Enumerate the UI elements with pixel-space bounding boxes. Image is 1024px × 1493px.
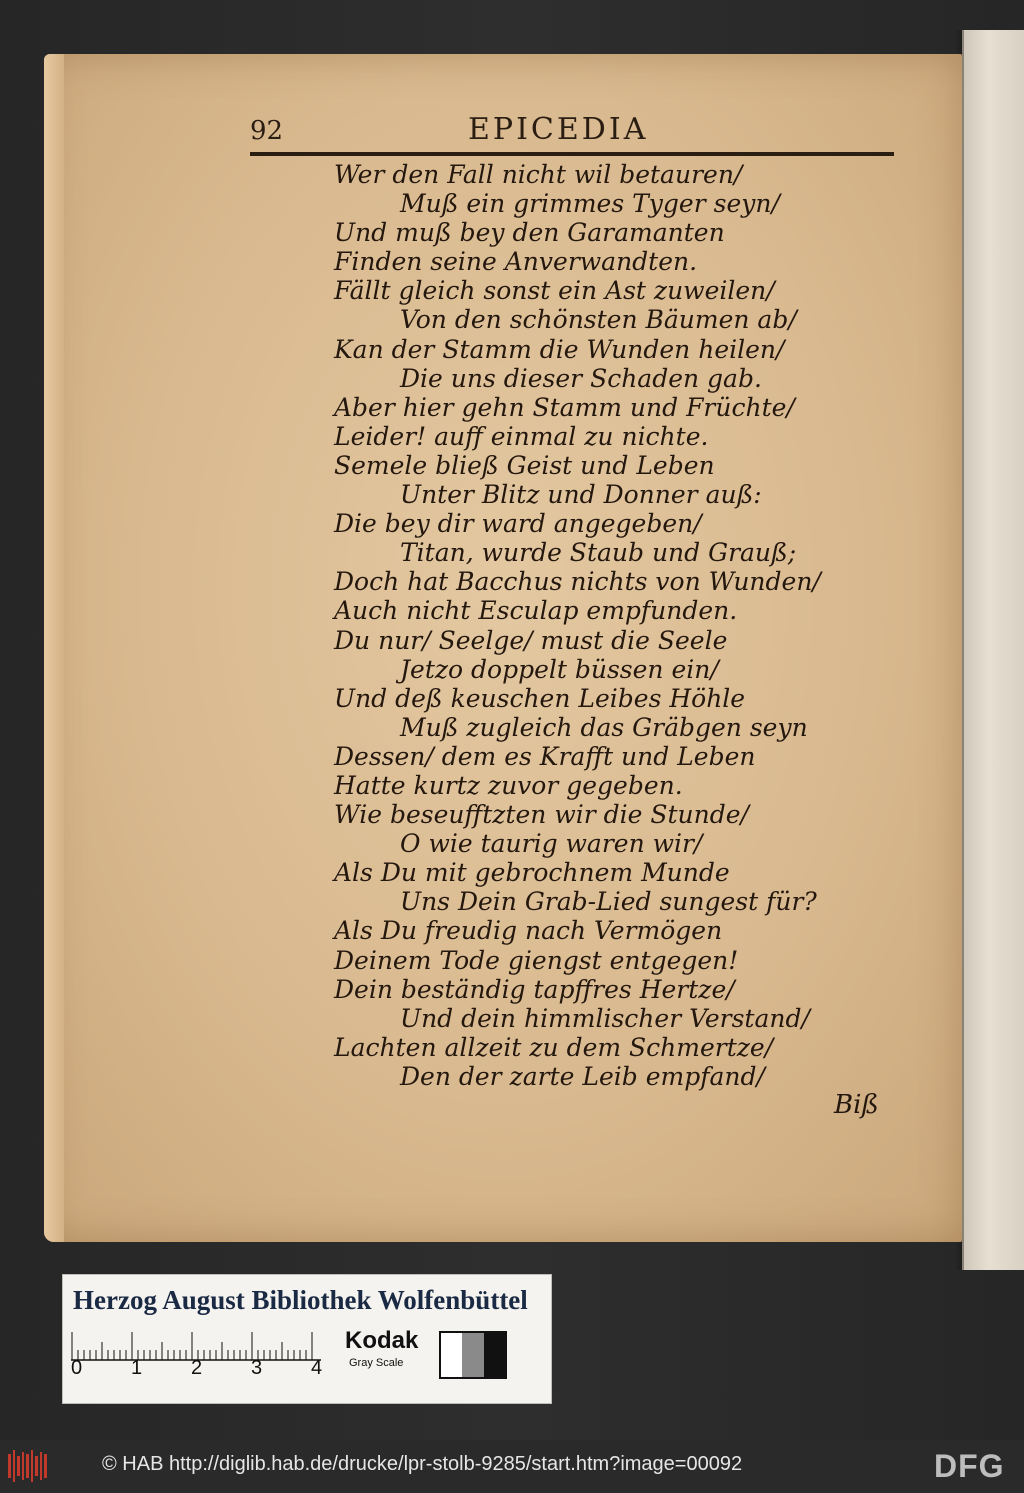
poem-line: Wie beseufftzten wir die Stunde/ (334, 800, 749, 830)
copyright-url: © HAB http://diglib.hab.de/drucke/lpr-stolb-9285/start.htm?image=00092 (102, 1453, 743, 1475)
ruler-digit: 0 (71, 1357, 83, 1379)
poem-line: Uns Dein Grab-Lied sungest für? (400, 887, 817, 917)
facing-page-edge (962, 30, 1024, 1270)
poem-line: Auch nicht Esculap empfunden. (334, 596, 738, 626)
poem-line: Finden seine Anverwandten. (334, 247, 698, 277)
poem-line: Jetzo doppelt büssen ein/ (400, 654, 719, 684)
gray-swatch (484, 1333, 505, 1377)
poem-line: Hatte kurtz zuvor gegeben. (334, 770, 683, 800)
poem-line: Den der zarte Leib empfand/ (400, 1061, 765, 1091)
poem-line: Muß ein grimmes Tyger seyn/ (400, 189, 780, 219)
poem-line: Dessen/ dem es Krafft und Leben (334, 741, 756, 771)
ruler-digit: 3 (251, 1357, 263, 1379)
page-header (250, 112, 894, 156)
running-head: EPICEDIA (468, 112, 649, 147)
catchword: Biß (834, 1090, 879, 1120)
poem-line: Und deß keuschen Leibes Höhle (334, 683, 746, 713)
header-rule (250, 152, 894, 156)
kodak-logo-text: Kodak (345, 1327, 419, 1354)
poem-line: Semele bließ Geist und Leben (334, 450, 715, 480)
poem-line: Die bey dir ward angegeben/ (334, 509, 702, 539)
gray-swatches (439, 1331, 507, 1379)
ruler-digit: 1 (131, 1357, 143, 1379)
poem-line: Lachten allzeit zu dem Schmertze/ (334, 1032, 774, 1062)
poem-line: Aber hier gehn Stamm und Früchte/ (334, 392, 795, 422)
poem-line: Wer den Fall nicht wil betauren/ (334, 160, 743, 189)
ruler-digit: 2 (191, 1357, 203, 1379)
ruler-digit: 4 (311, 1357, 323, 1379)
viewer-footer (0, 1440, 1024, 1493)
page-number: 92 (250, 116, 284, 146)
poem-line: Muß zugleich das Gräbgen seyn (400, 712, 808, 742)
poem-line: Als Du mit gebrochnem Munde (334, 858, 730, 888)
poem-text (334, 160, 894, 1091)
barcode-logo-icon (8, 1450, 48, 1482)
poem-line: Fällt gleich sonst ein Ast zuweilen/ (334, 276, 775, 306)
poem-line: Und muß bey den Garamanten (334, 218, 725, 248)
poem-line: Du nur/ Seelge/ must die Seele (334, 625, 728, 655)
library-color-card (62, 1274, 552, 1404)
poem-line: Und dein himmlischer Verstand/ (400, 1003, 810, 1033)
page-fore-edge (44, 54, 64, 1242)
gray-swatch (441, 1333, 462, 1377)
poem-line: Als Du freudig nach Vermögen (334, 916, 723, 946)
poem-line: Von den schönsten Bäumen ab/ (400, 305, 797, 335)
poem-line: Die uns dieser Schaden gab. (400, 363, 762, 393)
poem-line: Dein beständig tapffres Hertze/ (334, 974, 735, 1004)
gray-scale-label: Gray Scale (349, 1357, 404, 1369)
poem-line: Unter Blitz und Donner auß: (400, 480, 762, 510)
poem-line: Kan der Stamm die Wunden heilen/ (334, 334, 785, 364)
poem-line: Leider! auff einmal zu nichte. (334, 421, 709, 451)
poem-line: Doch hat Bacchus nichts von Wunden/ (334, 567, 821, 597)
poem-line: O wie taurig waren wir/ (400, 829, 703, 859)
library-name: Herzog August Bibliothek Wolfenbüttel (73, 1285, 528, 1315)
poem-line: Deinem Tode giengst entgegen! (334, 945, 739, 975)
dfg-logo: DFG (934, 1448, 1005, 1484)
poem-line: Titan, wurde Staub und Grauß; (400, 538, 797, 568)
gray-swatch (462, 1333, 483, 1377)
